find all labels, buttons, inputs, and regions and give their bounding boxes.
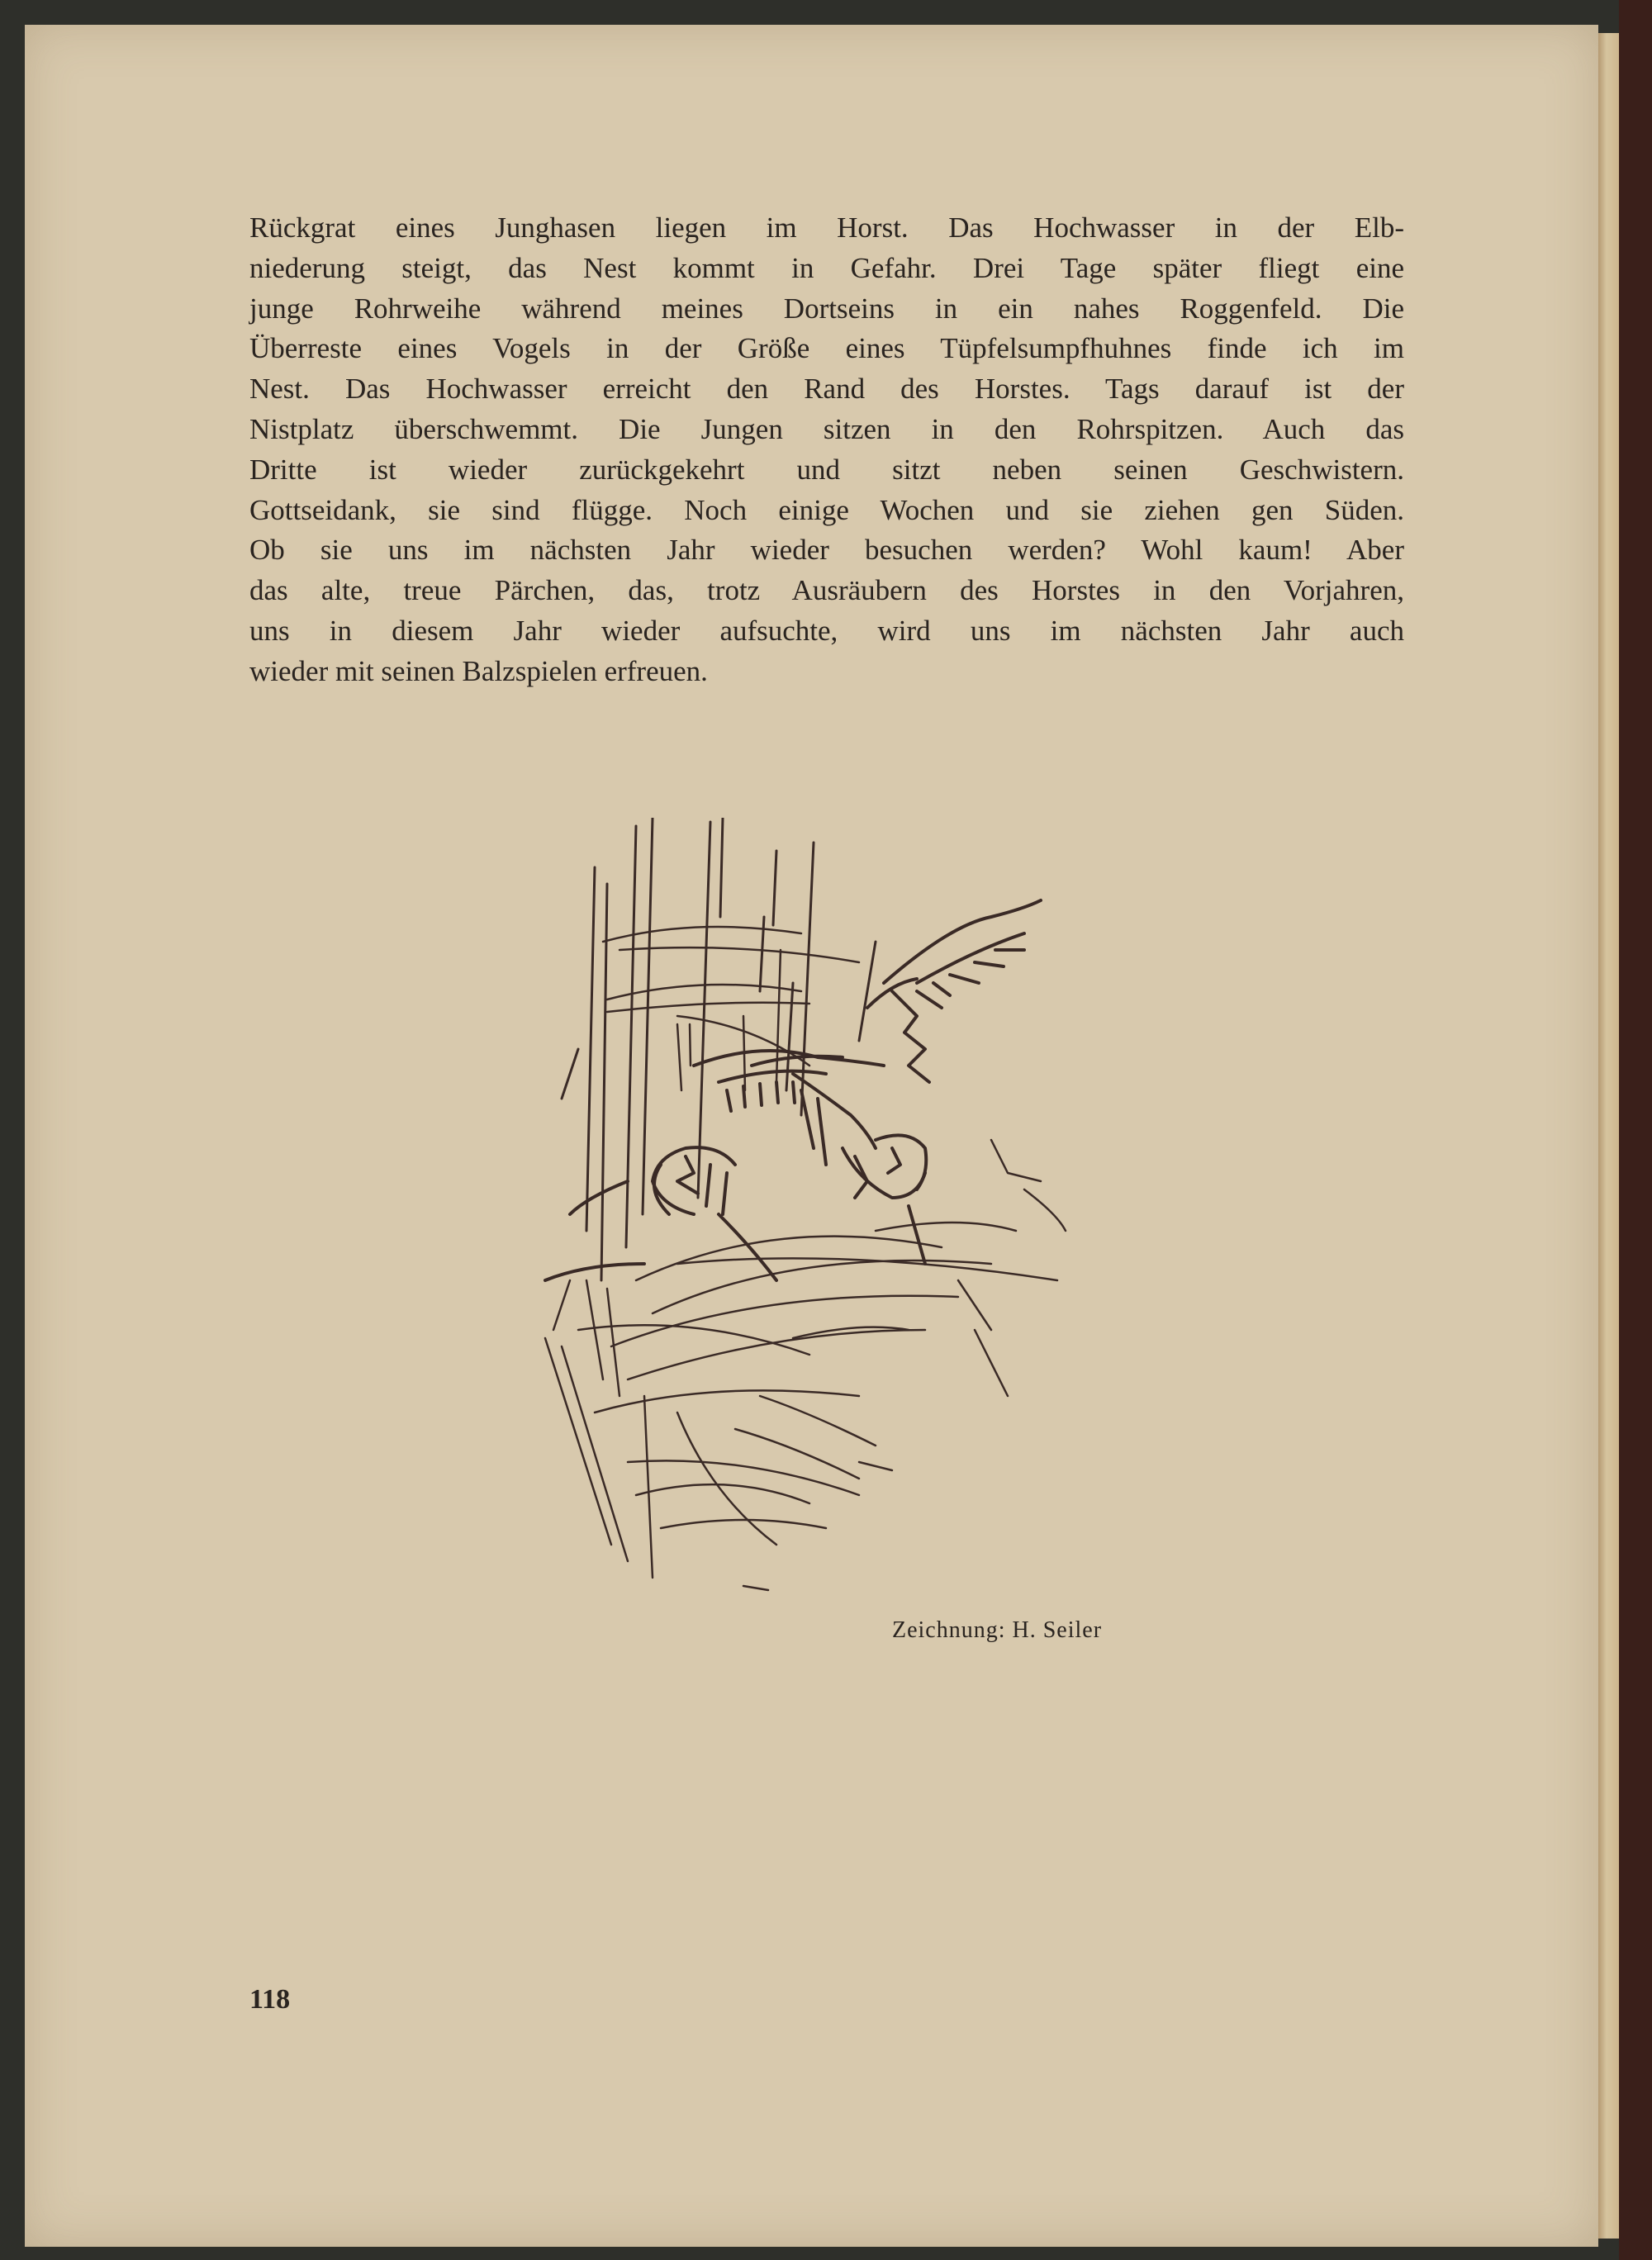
text-line: niederung steigt, das Nest kommt in Gefahr. Drei Tage später fliegt eine — [249, 251, 1404, 284]
page-edge — [1598, 33, 1619, 2239]
text-line: junge Rohrweihe während meines Dortseins in ein nahes Roggenfeld. Die — [249, 292, 1404, 325]
text-line: uns in diesem Jahr wieder aufsuchte, wird uns im nächsten Jahr auch — [249, 614, 1404, 647]
text-line: Nest. Das Hochwasser erreicht den Rand des Horstes. Tags darauf ist der — [249, 373, 1404, 406]
text-line: Rückgrat eines Junghasen liegen im Horst. Das Hochwasser in der Elb- — [249, 211, 1404, 244]
book-binding — [1619, 0, 1652, 2260]
illustration-caption: Zeichnung: H. Seiler — [892, 1617, 1103, 1643]
body-paragraph — [249, 208, 1404, 692]
text-line: Gottseidank, sie sind flügge. Noch einige Wochen und sie ziehen gen Süden. — [249, 493, 1404, 526]
text-line: das alte, treue Pärchen, das, trotz Ausräubern des Horstes in den Vorjahren, — [249, 574, 1404, 607]
reed-bird-sketch — [529, 818, 1165, 1602]
text-line: wieder mit seinen Balzspielen erfreuen. — [249, 654, 708, 687]
text-line: Nistplatz überschwemmt. Die Jungen sitzen in den Rohrspitzen. Auch das — [249, 412, 1404, 445]
text-line: Überreste eines Vogels in der Größe eines Tüpfelsumpfhuhnes finde ich im — [249, 332, 1404, 365]
text-line: Ob sie uns im nächsten Jahr wieder besuchen werden? Wohl kaum! Aber — [249, 534, 1404, 567]
page-number: 118 — [249, 1984, 291, 2015]
text-line: Dritte ist wieder zurückgekehrt und sitzt neben seinen Geschwistern. — [249, 453, 1404, 486]
